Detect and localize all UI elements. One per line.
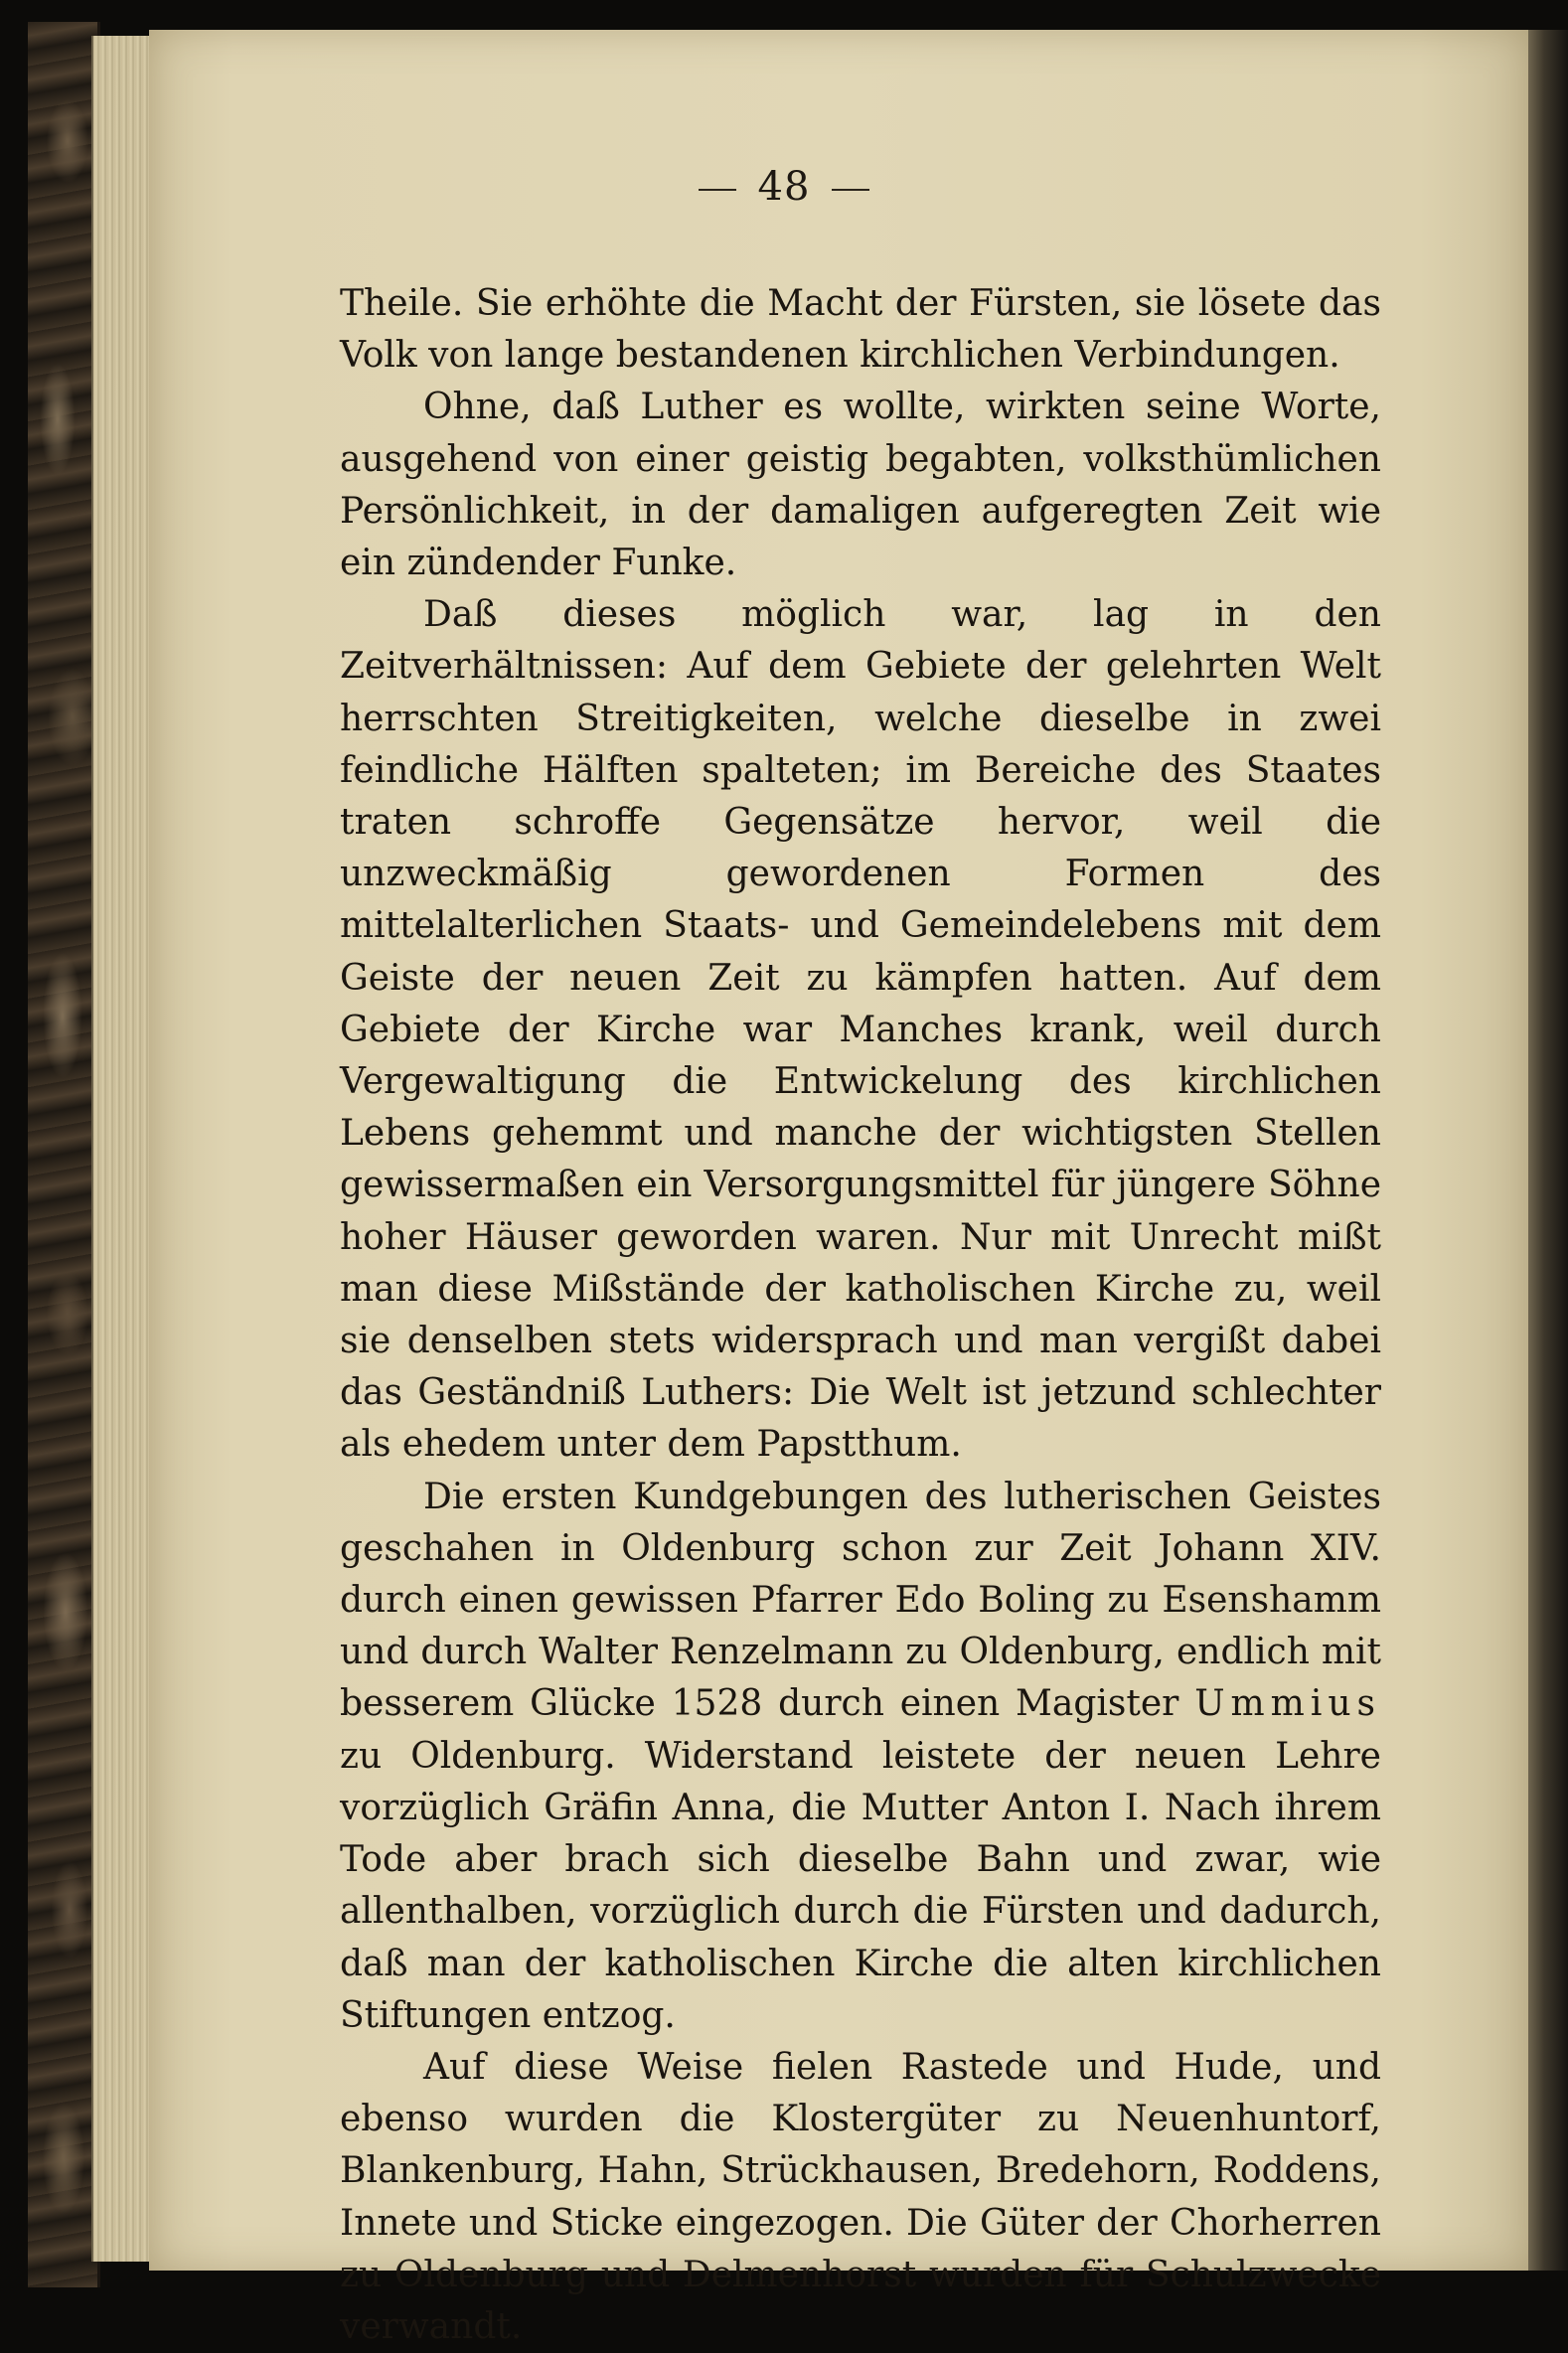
paragraph-2: Ohne, daß Luther es wollte, wirkten seine Worte, ausgehend von einer geistig begabten, volksthümlichen Persönlichkeit, in der damaligen aufgeregten Zeit wie ein zündender Funke. xyxy=(340,387,1381,584)
paragraph-1: Theile. Sie erhöhte die Macht der Fürsten, sie lösete das Volk von lange bestandenen kirchlichen Verbindungen. xyxy=(340,283,1381,377)
paragraph-4-start: Die ersten Kundgebungen des lutherischen Geistes geschahen in Oldenburg schon zur Zeit Johann XIV. durch einen gewissen Pfarrer Edo Boling zu Esenshamm und durch Walter Renzelmann zu Oldenburg, endlich mit besserem Glücke 1528 durch einen Magister xyxy=(340,1476,1381,1725)
name-ummius: Ummius xyxy=(1194,1683,1381,1725)
page-number: 48 xyxy=(757,164,811,210)
paragraph-4 xyxy=(340,1472,1381,2042)
binding-shadow xyxy=(1528,30,1568,2271)
paragraph-4-end: zu Oldenburg. Widerstand leistete der neuen Lehre vorzüglich Gräfin Anna, die Mutter Anton I. Nach ihrem Tode aber brach sich dieselbe Bahn und zwar, wie allenthalben, vorzüglich durch die Fürsten und dadurch, daß man der katholischen Kirche die alten kirchlichen Stiftungen entzog. xyxy=(340,1735,1381,2036)
header-dash-right xyxy=(832,189,869,191)
page-header xyxy=(0,164,1568,210)
body-text xyxy=(340,278,1381,2353)
header-dash-left xyxy=(699,189,736,191)
marbled-cover-edge xyxy=(28,22,100,2287)
paragraph-5: Auf diese Weise fielen Rastede und Hude, und ebenso wurden die Klostergüter zu Neuenhuntorf, Blankenburg, Hahn, Strückhausen, Bredehorn, Roddens, Innete und Sticke eingezogen. Die Güter der Chorherren zu Oldenburg und Delmenhorst wurden für Schulzwecke verwandt. xyxy=(340,2046,1381,2347)
paragraph-3: Daß dieses möglich war, lag in den Zeitverhältnissen: Auf dem Gebiete der gelehrten Welt herrschten Streitigkeiten, welche dieselbe in zwei feindliche Hälften spalteten; im Bereiche des Staates traten schroffe Gegensätze hervor, weil die unzweckmäßig gewordenen Formen des mittelalterlichen Staats- und Gemeindelebens mit dem Geiste der neuen Zeit zu kämpfen hatten. Auf dem Gebiete der Kirche war Manches krank, weil durch Vergewaltigung die Entwickelung des kirchlichen Lebens gehemmt und manche der wichtigsten Stellen gewissermaßen ein Versorgungsmittel für jüngere Söhne hoher Häuser geworden waren. Nur mit Unrecht mißt man diese Mißstände der katholischen Kirche zu, weil sie denselben stets widersprach und man vergißt dabei das Geständniß Luthers: Die Welt ist jetzund schlechter als ehedem unter dem Papstthum. xyxy=(340,594,1381,1466)
